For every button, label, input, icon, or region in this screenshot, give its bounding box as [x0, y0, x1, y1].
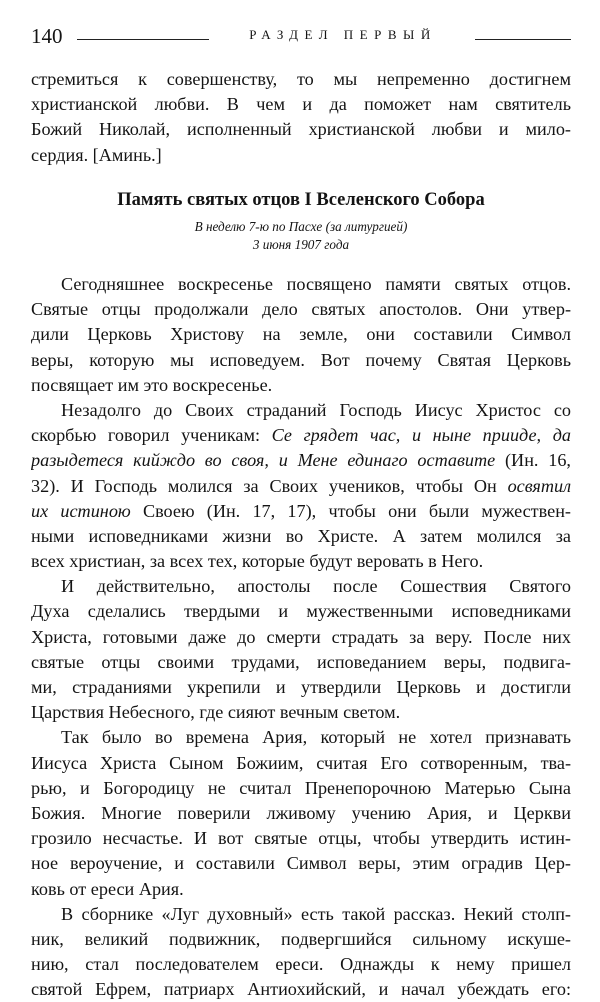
scripture-quote: разыдетеся кийждо во своя, и Мене единаго оставите: [31, 450, 496, 471]
text-line: ник, великий подвижник, подвергшийся сильному искуше-: [31, 928, 571, 949]
text-line: Божий Николай, исполненный христианской любви и мило-: [31, 119, 571, 140]
text-line: [31, 448, 571, 473]
text-line: грозило несчастье. И вот святые отцы, чтобы утвердить истин-: [31, 828, 571, 849]
plain-text: 32). И Господь молился за Своих учеников, чтобы Он: [31, 475, 508, 496]
text-line: ное вероучение, и составили Символ веры, этим оградив Цер-: [31, 853, 571, 874]
plain-text: скорбью говорил ученикам:: [31, 425, 272, 446]
text-line: ми, страданиями укрепили и утвердили Церковь и достигли: [31, 677, 571, 697]
text-line: Христа, готовыми даже до смерти страдать за веру. После них: [31, 626, 571, 647]
sermon-body: [31, 272, 571, 1002]
text-line: В сборнике «Луг духовный» есть такой рассказ. Некий столп-: [61, 903, 571, 924]
text-line: [31, 474, 571, 499]
text-line: посвящает им это воскресенье.: [31, 374, 273, 395]
text-line: святой Ефрем, патриарх Антиохийский, и начал убеждать его:: [31, 979, 571, 1000]
text-line: [31, 499, 571, 524]
sermon-title: Память святых отцов I Вселенского Собора: [117, 190, 485, 210]
text-line: И действительно, апостолы после Сошествия Святого: [61, 576, 571, 597]
text-line: нию, стал последователем ереси. Однажды к нему пришел: [31, 954, 571, 975]
text-line: веры, которую мы исповедуем. Вот почему Святая Церковь: [31, 349, 571, 370]
plain-text: (Ин. 16,: [495, 450, 571, 471]
scripture-quote: Се грядет час, и ныне прииде, да: [271, 425, 571, 446]
text-line: Незадолго до Своих страданий Господь Иисус Христос со: [61, 399, 571, 420]
running-head: [31, 22, 571, 50]
text-line: Духа сделались твердыми и мужественными исповедниками: [31, 601, 571, 622]
text-line: Божия. Многие поверили лживому учению Ария, и Церкви: [31, 802, 571, 823]
page-number: 140: [31, 24, 63, 48]
scripture-quote: их истиною: [31, 500, 131, 521]
text-line: Иисуса Христа Сыном Божиим, считая Его сотворенным, тва-: [31, 752, 571, 773]
paragraph-5: [31, 902, 571, 1002]
text-line: ковь от ереси Ария.: [31, 878, 184, 899]
text-line: стремиться к совершенству, то мы непременно достигнем: [31, 69, 571, 89]
scripture-quote: освятил: [507, 475, 571, 496]
paragraph-2: [31, 398, 571, 574]
text-line: дили Церковь Христову на земле, они составили Символ: [31, 324, 571, 345]
sermon-date: 3 июня 1907 года: [252, 237, 350, 252]
text-line: Сегодняшнее воскресенье посвящено памяти святых отцов.: [61, 274, 571, 294]
header-rule-right: [475, 39, 571, 40]
header-rule-left: [77, 39, 209, 40]
text-line: святые отцы своими трудами, исповеданием веры, подвига-: [31, 651, 571, 672]
text-line: рью, и Богородицу не считал Пренепорочною Матерью Сына: [31, 777, 571, 798]
text-line: Так было во времена Ария, который не хотел признавать: [61, 727, 571, 748]
paragraph-3: [31, 574, 571, 725]
plain-text: Своею (Ин. 17, 17), чтобы они были мужествен-: [130, 500, 571, 521]
paragraph-4: [31, 725, 571, 901]
text-line: ными исповедниками жизни во Христе. А затем молился за: [31, 525, 571, 546]
text-line: [31, 423, 571, 448]
paragraph-1: [31, 272, 571, 398]
section-title: РАЗДЕЛ ПЕРВЫЙ: [249, 27, 437, 42]
intro-paragraph: [31, 67, 571, 168]
text-line: всех христиан, за всех тех, которые будут веровать в Него.: [31, 551, 484, 572]
sermon-occasion: В неделю 7-ю по Пасхе (за литургией): [194, 219, 408, 234]
text-line: Святые отцы продолжали дело святых апостолов. Они утвер-: [31, 299, 571, 320]
text-line: Царствия Небесного, где сияют вечным светом.: [31, 702, 401, 723]
text-line: сердия. [Аминь.]: [31, 144, 162, 165]
text-line: христианской любви. В чем и да поможет нам святитель: [31, 94, 571, 115]
